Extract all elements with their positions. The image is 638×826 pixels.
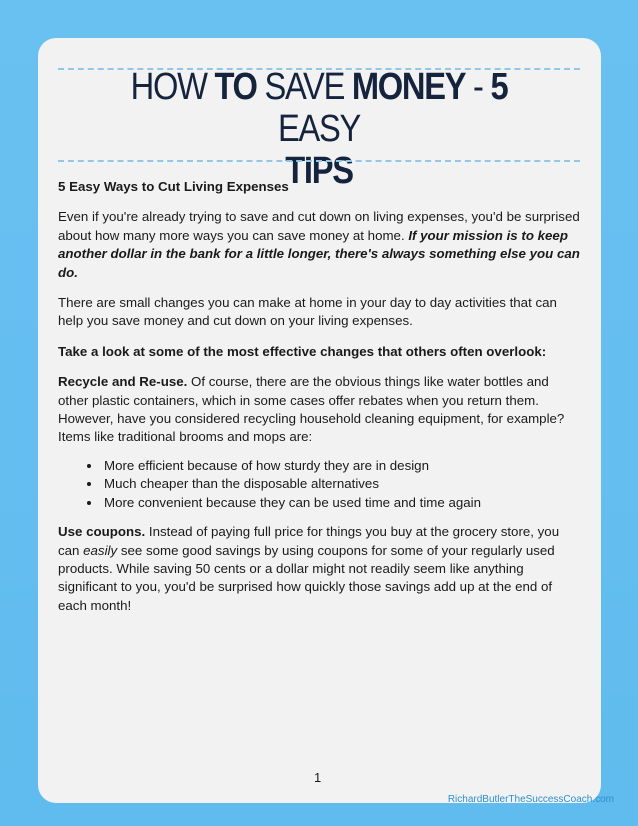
small-changes-paragraph: There are small changes you can make at home in your day to day activities that can help you save money and cut down on your living expenses.: [58, 295, 557, 329]
coupons-paragraph: Use coupons. Instead of paying full price for things you buy at the grocery store, you can easily see some good savings by using coupons for some of your regularly used products. While saving 50 cents or a dollar might not readily seem like anything significant to you, you'd be surprised how quickly those savings add up at the end of each month!: [58, 524, 560, 613]
bottom-dashed-divider: [58, 160, 580, 162]
subtitle: 5 Easy Ways to Cut Living Expenses: [58, 179, 289, 194]
recycle-paragraph: Recycle and Re-use. Of course, there are the obvious things like water bottles and other plastic containers, which in some cases offer rebates when you return them. However, have you considered recycling household cleaning equipment, for example? Items like traditional brooms and mops are:: [58, 374, 565, 445]
intro-paragraph: Even if you're already trying to save and cut down on living expenses, you'd be surprised about how many more ways you can save money at home. If your mission is to keep another dollar in the bank for a little longer, there's always something else you can do.: [58, 209, 580, 280]
list-item: • More efficient because of how sturdy they are in design: [102, 457, 580, 475]
footer-website-link[interactable]: RichardButlerTheSuccessCoach.com: [447, 794, 614, 805]
document-body: [58, 178, 580, 627]
list-item: • Much cheaper than the disposable alternatives: [102, 475, 580, 493]
list-item: • More convenient because they can be used time and time again: [102, 494, 580, 512]
bullet-list: [58, 457, 580, 512]
page-number: 1: [314, 770, 322, 785]
document-title: HOW TO SAVE MONEY - 5 EASY TIPS: [130, 66, 508, 192]
effective-changes-heading: Take a look at some of the most effective changes that others often overlook:: [58, 343, 547, 359]
